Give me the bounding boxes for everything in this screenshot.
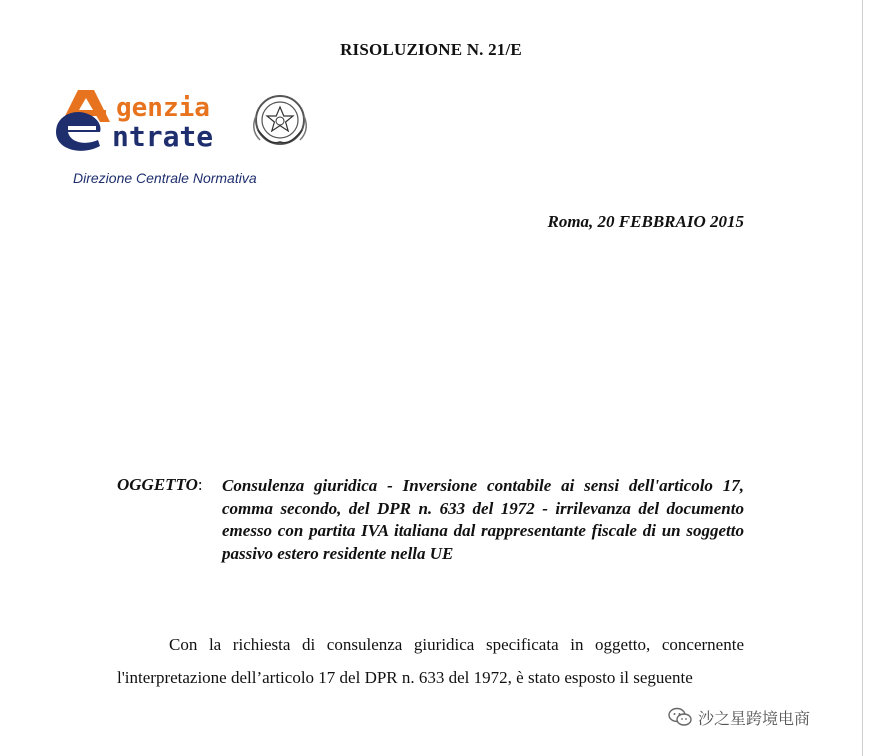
body-paragraph: Con la richiesta di consulenza giuridica specificata in oggetto, concernente l'interpretazione dell’articolo 17 del DPR n. 633 del 1972, è stato esposto il seguente bbox=[117, 635, 744, 687]
subject-text: Consulenza giuridica - Inversione contabile ai sensi dell'articolo 17, comma secondo, del DPR n. 633 del 1972 - irrilevanza del documento emesso con partita IVA italiana dal rappresentante fiscale di un soggetto passivo estero residente nella UE bbox=[222, 476, 744, 563]
agenzia-entrate-logo bbox=[54, 86, 310, 158]
subject-label-block bbox=[117, 475, 203, 495]
subject-separator: : bbox=[197, 475, 203, 494]
logo-e-mark bbox=[56, 112, 101, 151]
page-edge-divider bbox=[862, 0, 863, 756]
department-name: Direzione Centrale Normativa bbox=[73, 170, 257, 186]
resolution-title: RISOLUZIONE N. 21/E bbox=[340, 40, 522, 59]
italian-republic-emblem-icon bbox=[254, 96, 307, 144]
watermark bbox=[668, 706, 810, 728]
subject-label: OGGETTO bbox=[117, 475, 198, 494]
place-and-date: Roma, 20 FEBBRAIO 2015 bbox=[547, 212, 744, 231]
logo-word-top: genzia bbox=[116, 93, 210, 123]
wechat-icon bbox=[668, 707, 692, 727]
watermark-text: 沙之星跨境电商 bbox=[698, 708, 811, 728]
logo-word-bottom: ntrate bbox=[112, 120, 214, 153]
